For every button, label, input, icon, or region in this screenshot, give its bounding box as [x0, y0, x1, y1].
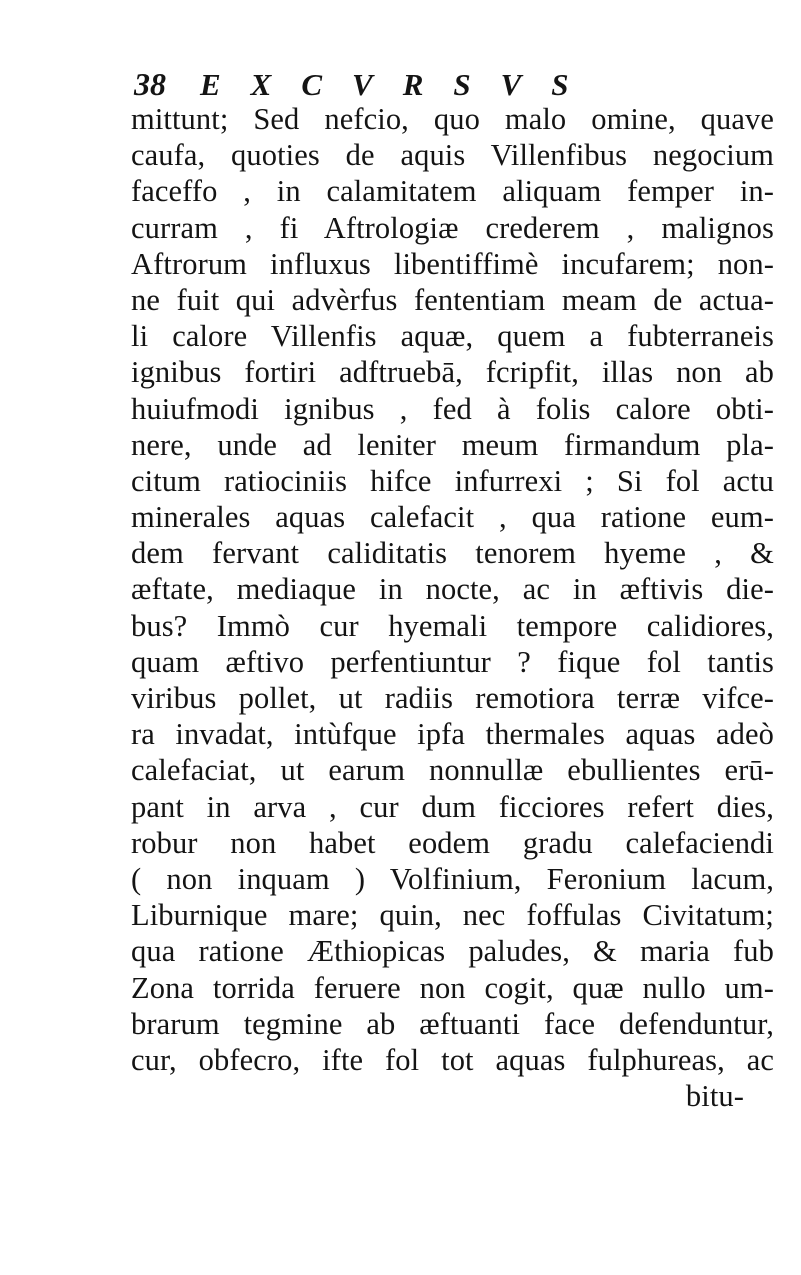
- text-line: pant in arva , cur dum ficciores refert dies,: [131, 789, 774, 824]
- text-line: robur non habet eodem gradu calefaciendi: [131, 825, 774, 860]
- text-line: li calore Villenfis aquæ, quem a fubterraneis: [131, 319, 774, 354]
- text-line: mittunt; Sed nefcio, quo malo omine, quave: [131, 102, 774, 136]
- text-line: Liburnique mare; quin, nec foffulas Civitatum;: [131, 898, 774, 933]
- running-head: [134, 66, 761, 106]
- text-line: Aftrorum influxus libentiffimè incufarem; non-: [131, 246, 774, 281]
- text-line: huiufmodi ignibus , fed à folis calore obti-: [131, 391, 774, 426]
- text-line: quam æftivo perfentiuntur ? fique fol tantis: [131, 644, 774, 679]
- text-line: caufa, quoties de aquis Villenfibus negocium: [131, 138, 774, 173]
- text-line: dem fervant caliditatis tenorem hyeme , &: [131, 536, 774, 571]
- text-line: citum ratiociniis hifce infurrexi ; Si fol actu: [131, 463, 774, 498]
- text-line: viribus pollet, ut radiis remotiora terræ vifce-: [131, 681, 774, 715]
- text-line: bus? Immò cur hyemali tempore calidiores,: [131, 608, 774, 643]
- text-line: brarum tegmine ab æftuanti face defenduntur,: [131, 1006, 774, 1041]
- text-line: ignibus fortiri adftruebā, fcripfit, illas non ab: [131, 355, 774, 390]
- text-line: Zona torrida feruere non cogit, quæ nullo um-: [131, 970, 774, 1005]
- text-line: cur, obfecro, ifte fol tot aquas fulphureas, ac: [131, 1042, 774, 1077]
- text-line: calefaciat, ut earum nonnullæ ebullientes erū-: [131, 753, 774, 788]
- text-line: curram , fi Aftrologiæ crederem , malignos: [131, 210, 774, 245]
- text-line: faceffo , in calamitatem aliquam femper in-: [131, 174, 774, 209]
- text-line: minerales aquas calefacit , qua ratione eum-: [131, 500, 774, 535]
- text-line: nere, unde ad leniter meum firmandum pla-: [131, 427, 774, 462]
- text-line: æftate, mediaque in nocte, ac in æftivis die-: [131, 572, 774, 607]
- body-text: [131, 101, 774, 1114]
- text-line: ne fuit qui advèrfus fententiam meam de actua-: [131, 282, 774, 317]
- text-line: qua ratione Æthiopicas paludes, & maria fub: [131, 934, 774, 969]
- text-line: ( non inquam ) Volfinium, Feronium lacum,: [131, 861, 774, 896]
- text-line: ra invadat, intùfque ipfa thermales aquas adeò: [131, 717, 774, 752]
- running-head-title: EXCVRSVS: [200, 67, 599, 102]
- page-number: 38: [134, 66, 166, 102]
- text-line: bitu-: [685, 1079, 744, 1114]
